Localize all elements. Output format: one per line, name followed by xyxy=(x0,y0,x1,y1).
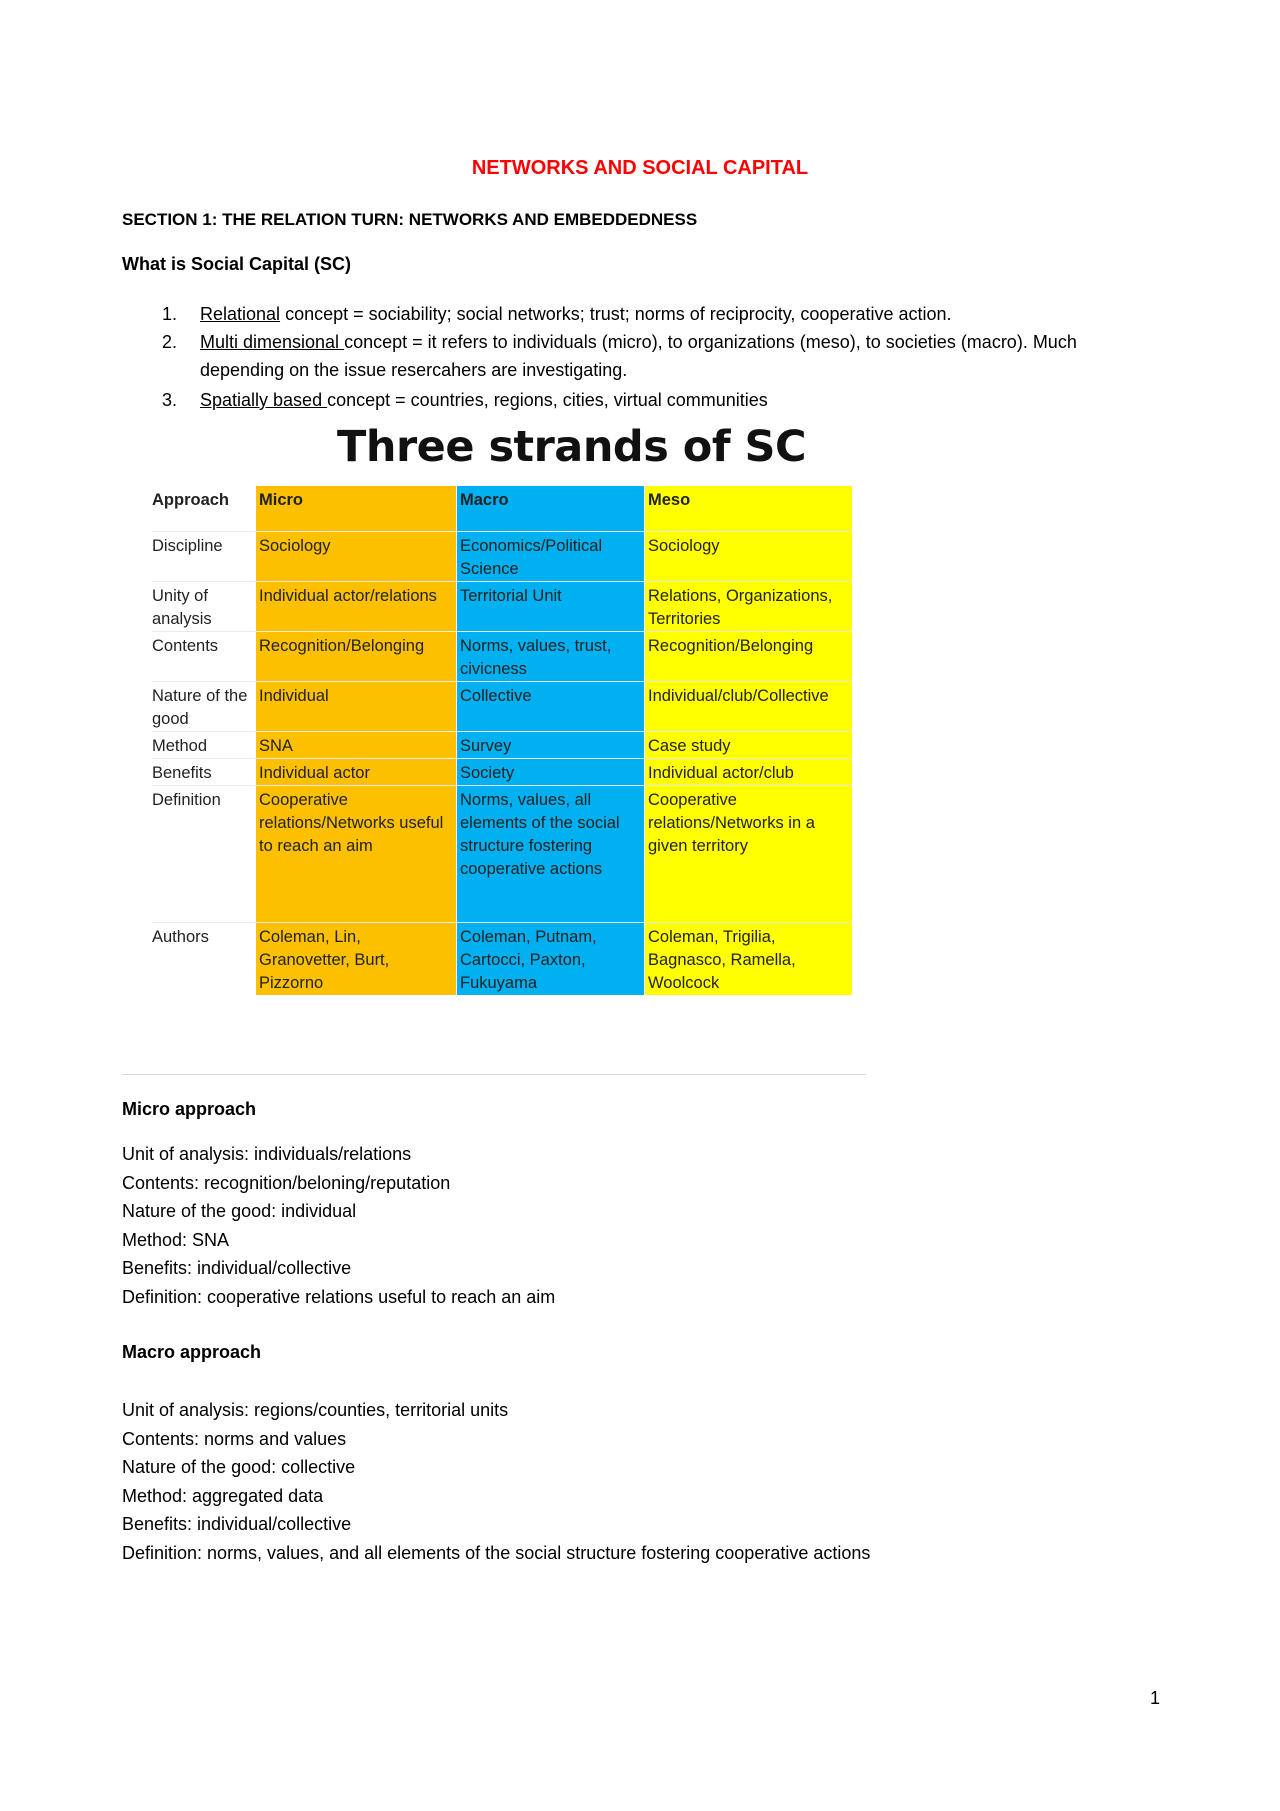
list-number: 1. xyxy=(162,304,178,324)
table-row xyxy=(152,582,852,632)
row-label: Benefits xyxy=(152,759,256,786)
section-heading: SECTION 1: THE RELATION TURN: NETWORKS AND EMBEDDEDNESS xyxy=(122,210,698,229)
text-line: Benefits: individual/collective xyxy=(122,1258,352,1278)
header-macro: Macro xyxy=(457,486,645,532)
macro-approach-heading: Macro approach xyxy=(122,1342,262,1362)
what-is-sc-heading: What is Social Capital (SC) xyxy=(122,254,352,274)
text-line: Method: SNA xyxy=(122,1229,230,1250)
micro-approach-block xyxy=(122,1140,555,1311)
text-line: Definition: cooperative relations useful to reach an aim xyxy=(122,1286,556,1307)
row-label: Unity of analysis xyxy=(152,582,256,632)
header-approach: Approach xyxy=(152,486,256,532)
list-text: concept = it refers to individuals (micro), to organizations (meso), to societies (macro). Much depending on the issue resercahers are investigating. xyxy=(200,332,1077,380)
list-term: Multi dimensional xyxy=(200,332,345,352)
micro-cell: Individual actor/relations xyxy=(256,582,457,632)
macro-cell: Territorial Unit xyxy=(457,582,645,632)
micro-cell: Recognition/Belonging xyxy=(256,632,457,682)
micro-cell: Cooperative relations/Networks useful to reach an aim xyxy=(256,786,457,923)
three-strands-figure xyxy=(122,420,866,1076)
meso-cell: Sociology xyxy=(645,532,853,582)
list-term: Spatially based xyxy=(200,390,328,410)
row-label: Contents xyxy=(152,632,256,682)
row-label: Method xyxy=(152,732,256,759)
row-label: Definition xyxy=(152,786,256,923)
list-item xyxy=(122,300,1162,328)
list-item xyxy=(122,386,1162,414)
row-label: Nature of the good xyxy=(152,682,256,732)
macro-cell: Norms, values, all elements of the social structure fostering cooperative actions xyxy=(457,786,645,923)
row-label: Authors xyxy=(152,923,256,996)
text-line: Definition: norms, values, and all elements of the social structure fostering cooperative actions xyxy=(122,1542,871,1563)
macro-cell: Norms, values, trust, civicness xyxy=(457,632,645,682)
text-line: Unit of analysis: regions/counties, territorial units xyxy=(122,1400,509,1420)
figure-divider xyxy=(122,1074,866,1075)
table-row xyxy=(152,923,852,996)
text-line: Nature of the good: collective xyxy=(122,1457,356,1477)
table-row xyxy=(152,759,852,786)
figure-title: Three strands of SC xyxy=(337,422,807,472)
meso-cell: Individual actor/club xyxy=(645,759,853,786)
meso-cell: Cooperative relations/Networks in a given territory xyxy=(645,786,853,923)
macro-approach-block xyxy=(122,1396,870,1567)
list-number: 2. xyxy=(162,332,178,352)
table-row xyxy=(152,532,852,582)
micro-cell: Sociology xyxy=(256,532,457,582)
micro-approach-heading: Micro approach xyxy=(122,1099,257,1119)
text-line: Contents: recognition/beloning/reputation xyxy=(122,1172,451,1193)
row-label: Discipline xyxy=(152,532,256,582)
page-number: 1 xyxy=(1150,1688,1161,1708)
table-row xyxy=(152,682,852,732)
macro-cell: Coleman, Putnam, Cartocci, Paxton, Fukuyama xyxy=(457,923,645,996)
meso-cell: Coleman, Trigilia, Bagnasco, Ramella, Woolcock xyxy=(645,923,853,996)
header-meso: Meso xyxy=(645,486,853,532)
micro-cell: SNA xyxy=(256,732,457,759)
micro-cell: Coleman, Lin, Granovetter, Burt, Pizzorno xyxy=(256,923,457,996)
micro-cell: Individual xyxy=(256,682,457,732)
list-item xyxy=(122,328,1162,384)
meso-cell: Relations, Organizations, Territories xyxy=(645,582,853,632)
macro-cell: Economics/Political Science xyxy=(457,532,645,582)
list-text: concept = sociability; social networks; trust; norms of reciprocity, cooperative action. xyxy=(280,304,952,324)
text-line: Unit of analysis: individuals/relations xyxy=(122,1144,412,1164)
text-line: Contents: norms and values xyxy=(122,1428,347,1449)
table-row xyxy=(152,632,852,682)
text-line: Nature of the good: individual xyxy=(122,1201,357,1221)
header-micro: Micro xyxy=(256,486,457,532)
list-number: 3. xyxy=(162,390,178,410)
definition-list xyxy=(122,300,1162,414)
macro-cell: Collective xyxy=(457,682,645,732)
list-text: concept = countries, regions, cities, virtual communities xyxy=(327,390,768,410)
macro-cell: Survey xyxy=(457,732,645,759)
list-term: Relational xyxy=(200,304,281,324)
strands-table xyxy=(152,486,852,995)
macro-cell: Society xyxy=(457,759,645,786)
meso-cell: Case study xyxy=(645,732,853,759)
page-title: NETWORKS AND SOCIAL CAPITAL xyxy=(471,157,809,179)
table-header-row xyxy=(152,486,852,532)
table-row xyxy=(152,786,852,923)
table-row xyxy=(152,732,852,759)
meso-cell: Recognition/Belonging xyxy=(645,632,853,682)
text-line: Benefits: individual/collective xyxy=(122,1514,352,1534)
meso-cell: Individual/club/Collective xyxy=(645,682,853,732)
micro-cell: Individual actor xyxy=(256,759,457,786)
text-line: Method: aggregated data xyxy=(122,1485,324,1506)
